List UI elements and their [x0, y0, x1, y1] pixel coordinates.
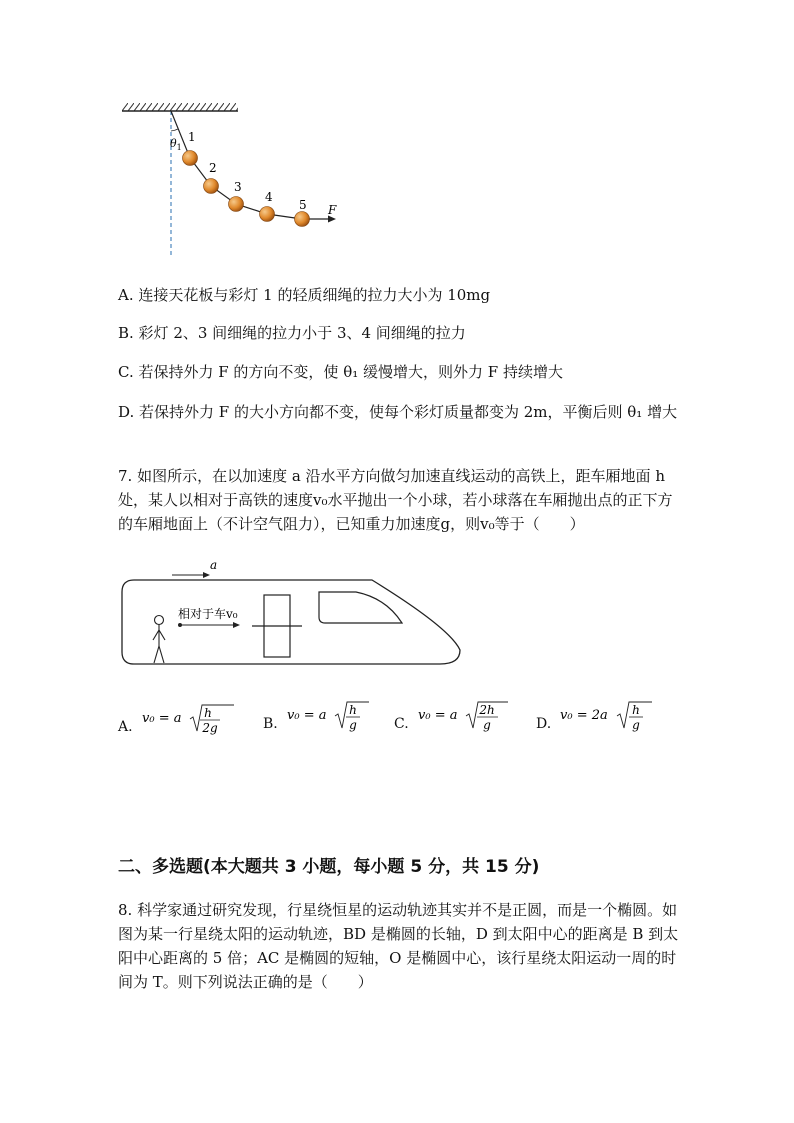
option-formula	[418, 698, 518, 736]
acceleration-label: a	[210, 558, 218, 572]
section-heading: 二、多选题(本大题共 3 小题，每小题 5 分，共 15 分)	[118, 857, 540, 877]
lamp-4	[260, 207, 275, 222]
option-formula	[287, 698, 387, 736]
ball	[178, 623, 182, 627]
angle-label: $\theta_1$	[170, 137, 182, 152]
svg-text:h: h	[349, 703, 357, 717]
q6-option-a: A. 连接天花板与彩灯 1 的轻质细绳的拉力大小为 10mg	[118, 286, 491, 304]
option-letter: D.	[536, 716, 552, 732]
lamp-5	[295, 212, 310, 227]
svg-text:g: g	[632, 718, 640, 732]
q7-stem: 7. 如图所示，在以加速度 a 沿水平方向做匀加速直线运动的高铁上，距车厢地面 h 处，某人以相对于高铁的速度v₀水平抛出一个小球，若小球落在车厢抛出点的正下方的车厢地面上（不计空气阻力），已知重力加速度g，则v₀等于（ ）	[118, 467, 673, 533]
svg-text:v₀ = a: v₀ = a	[287, 708, 327, 723]
q6-option-d: D. 若保持外力 F 的大小方向都不变，使每个彩灯质量都变为 2m，平衡后则 θ₁ 增大	[118, 403, 678, 421]
force-label: F	[328, 203, 337, 217]
velocity-arrowhead	[233, 622, 240, 628]
lamp-label-1: 1	[188, 130, 196, 144]
lamp-1	[183, 151, 198, 166]
lamp-label-3: 3	[234, 180, 242, 194]
acceleration-arrowhead	[203, 572, 210, 578]
lamp-label-2: 2	[209, 161, 217, 175]
velocity-label: 相对于车v₀	[178, 607, 238, 621]
ceiling	[122, 103, 238, 111]
lamp-label-4: 4	[265, 190, 273, 204]
option-letter: B.	[263, 716, 278, 732]
svg-text:2h: 2h	[479, 703, 495, 717]
svg-text:v₀ = 2a: v₀ = 2a	[560, 708, 608, 723]
door	[252, 595, 302, 657]
angle-arc	[171, 129, 178, 131]
svg-text:v₀ = a: v₀ = a	[418, 708, 458, 723]
option-formula	[142, 701, 242, 739]
svg-text:h: h	[204, 706, 212, 720]
lamps-figure	[110, 95, 370, 260]
q6-option-c: C. 若保持外力 F 的方向不变，使 θ₁ 缓慢增大，则外力 F 持续增大	[118, 363, 563, 381]
lamp-label-5: 5	[299, 198, 307, 212]
train-body	[122, 580, 460, 664]
q6-option-b: B. 彩灯 2、3 间细绳的拉力小于 3、4 间细绳的拉力	[118, 324, 466, 342]
svg-text:g: g	[483, 718, 491, 732]
svg-text:g: g	[349, 718, 357, 732]
lamp-2	[204, 179, 219, 194]
person	[153, 616, 165, 664]
train-window	[319, 592, 402, 623]
lamp-3	[229, 197, 244, 212]
option-letter: C.	[394, 716, 409, 732]
train-figure	[110, 558, 470, 673]
svg-text:2g: 2g	[202, 721, 218, 735]
option-letter: A.	[118, 719, 133, 735]
svg-text:h: h	[632, 703, 640, 717]
q8-stem: 8. 科学家通过研究发现，行星绕恒星的运动轨迹其实并不是正圆，而是一个椭圆。如图为某一行星绕太阳的运动轨迹，BD 是椭圆的长轴，D 到太阳中心的距离是 B 到太阳中心距离的 5 倍；AC 是椭圆的短轴，O 是椭圆中心，该行星绕太阳运动一周的时间为 T。则下列说法正确的是（ ）	[118, 901, 679, 991]
svg-text:v₀ = a: v₀ = a	[142, 711, 182, 726]
option-formula	[560, 698, 660, 736]
